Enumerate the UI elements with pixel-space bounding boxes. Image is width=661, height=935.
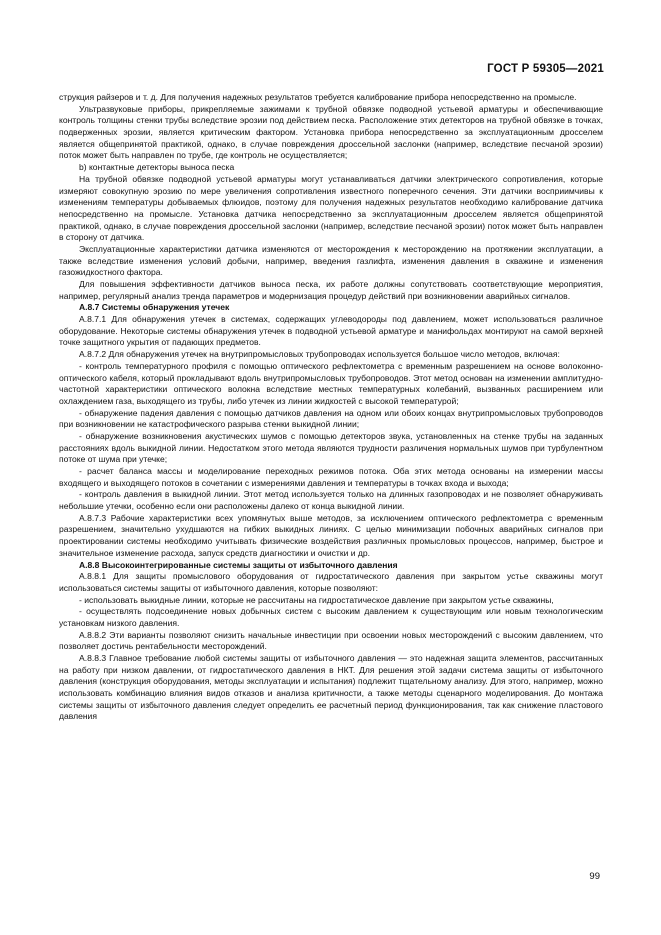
document-body bbox=[59, 92, 603, 723]
paragraph: Эксплуатационные характеристики датчика изменяются от месторождения к месторождению на протяжении эксплуатации, а также вследствие изменения условий добычи, например, введения газлифта, изменения давления в скважине и изменения газожидкостного фактора. bbox=[59, 243, 603, 278]
list-item: - использовать выкидные линии, которые не рассчитаны на гидростатическое давление при закрытом устье скважины, bbox=[79, 594, 554, 605]
paragraph: Для повышения эффективности датчиков выноса песка, их работе должны сопутствовать соответствующие мероприятия, например, регулярный анализ тренда параметров и модернизация процедур действий при возникновении аварийных сигналов. bbox=[59, 279, 603, 301]
list-item: - контроль температурного профиля с помощью оптического рефлектометра с временным разрешением на основе волоконно-оптического кабеля, который прокладывают вдоль внутрипромысловых трубопроводов. Этот метод основан на изменении амплитудно-частотной характеристики оптического волокна вследствие местных температурных колебаний, вызванных расширением или охлаждением газа, выходящего из трубы, либо утечек из линии жидкостей с высокой температурой; bbox=[59, 360, 603, 406]
section-heading: А.8.7 Системы обнаружения утечек bbox=[79, 302, 230, 313]
list-item: b) контактные детекторы выноса песка bbox=[79, 162, 235, 173]
list-item: - контроль давления в выкидной линии. Этот метод используется только на длинных газопроводах и не позволяет обнаруживать небольшие утечки, особенно если они расположены далеко от конца выкидной линии. bbox=[59, 489, 603, 512]
paragraph: А.8.8.3 Главное требование любой системы защиты от избыточного давления — это надежная защита элементов, рассчитанных на работу при низком давлении, от гидростатического давления в НКТ. Для решения этой задачи система защиты от избыточного давления (конструкция оборудования, методы эксплуатации и испытания) подлежит тщательному анализу. Для этого, например, можно использовать комбинацию влияния видов отказов и анализа критичности, а также методы сценарного моделирования. До монтажа системы защиты от избыточного давления следует определить ее расчетный период функционирования, так как снижение пластового давления bbox=[59, 653, 603, 722]
list-item: - расчет баланса массы и моделирование переходных режимов потока. Оба этих метода основаны на измерении массы входящего и выходящего потоков в сочетании с измерениями давления и температуры в точках входа и выхода; bbox=[59, 466, 603, 488]
paragraph: струкция райзеров и т. д. Для получения надежных результатов требуется калибрование прибора непосредственно на промысле. bbox=[59, 92, 577, 102]
list-item: - обнаружение возникновения акустических шумов с помощью детекторов звука, установленных на стенке трубы на заданных расстояниях вдоль выкидной линии. Недостатком этого метода являются трудности различения нормальных шумов при турбулентном потоке от шума при утечке; bbox=[59, 430, 603, 465]
paragraph: А.8.7.1 Для обнаружения утечек в системах, содержащих углеводороды под давлением, может использоваться различное оборудование. Некоторые системы обнаружения утечек в подводной устьевой арматуре и манифольдах монтируют на самой верхней точке защитного укрытия от падающих предметов. bbox=[59, 314, 603, 348]
paragraph: А.8.8.1 Для защиты промыслового оборудования от гидростатического давления при закрытом устье скважины могут использоваться системы защиты от избыточного давления, которые позволяют: bbox=[59, 571, 603, 593]
paragraph: А.8.7.3 Рабочие характеристики всех упомянутых выше методов, за исключением оптического рефлектометра с временным разрешением, значительно ухудшаются на гибких выкидных линиях. С целью минимизации побочных аварийных сигналов при проектировании системы необходимо учитывать физические воздействия различных промысловых процессов, например, быстрое и значительное изменение расхода, запуск средств диагностики и очистки и др. bbox=[59, 512, 603, 558]
paragraph: На трубной обвязке подводной устьевой арматуры могут устанавливаться датчики электрического сопротивления, которые измеряют совокупную эрозию по мере увеличения сопротивления известного поперечного сечения. Эти датчики восприимчивы к изменениям температуры добываемых флюидов, поэтому для получения надежных результатов необходимо калибрование датчика непосредственно на промысле. Установка датчика непосредственно за эксплуатационным дросселем является общепринятой практикой, однако, в случае повреждения дроссельной заслонки (например, вследствие песчаной эрозии) поток может быть направлен в сторону от датчика. bbox=[59, 173, 603, 243]
paragraph: А.8.7.2 Для обнаружения утечек на внутрипромысловых трубопроводах используется большое число методов, включая: bbox=[79, 349, 560, 360]
paragraph: Ультразвуковые приборы, прикрепляемые зажимами к трубной обвязке подводной устьевой арматуры и обеспечивающие контроль толщины стенки трубы вследствие эрозии под действием песка. Расположение этих детекторов на трубной обвязке в точках, подверженных эрозии, является критическим фактором. Установка прибора непосредственно за эксплуатационным дросселем является общепринятой практикой, однако, в случае повреждения дроссельной заслонки (например, вследствие песчаной эрозии) поток может быть направлен по трубе, где контроль не осуществляется; bbox=[59, 103, 603, 161]
section-heading: А.8.8 Высокоинтегрированные системы защиты от избыточного давления bbox=[79, 559, 398, 570]
list-item: - осуществлять подсоединение новых добычных систем с высоким давлением к существующим или новым технологическим установкам низкого давления. bbox=[59, 606, 603, 628]
paragraph: А.8.8.2 Эти варианты позволяют снизить начальные инвестиции при освоении новых месторождений с высоким давлением, что позволяет достичь рентабельности месторождений. bbox=[59, 629, 603, 652]
page-number: 99 bbox=[589, 871, 600, 882]
document-code-header: ГОСТ Р 59305—2021 bbox=[487, 63, 604, 75]
list-item: - обнаружение падения давления с помощью датчиков давления на одном или обоих концах внутрипромысловых трубопроводов при возникновении не катастрофического разрыва стенки выкидной линии; bbox=[59, 407, 603, 430]
